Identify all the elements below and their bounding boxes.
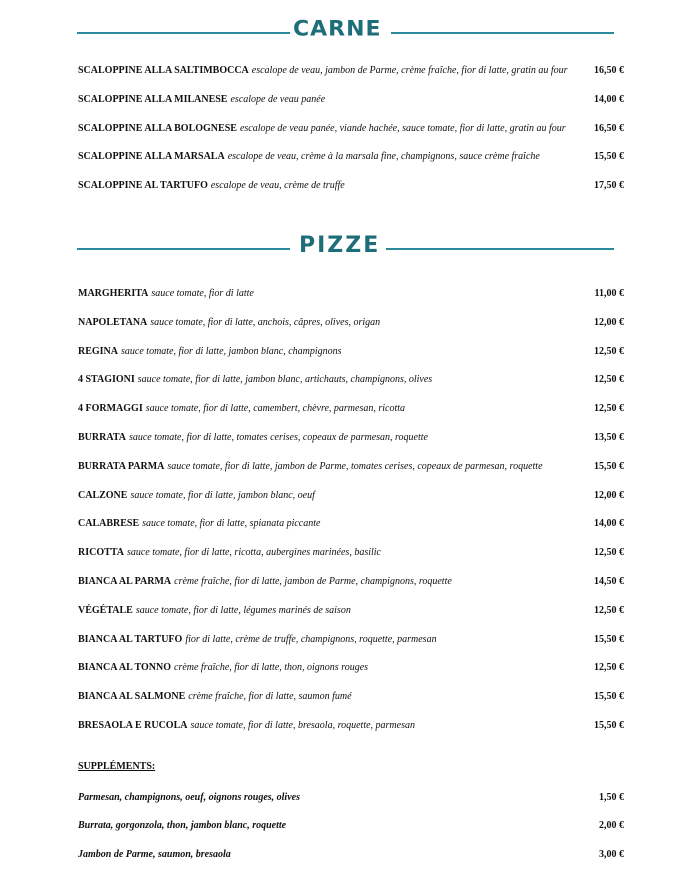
menu-item	[78, 373, 624, 387]
menu-item-description: sauce tomate, fior di latte, jambon blanc, champignons	[121, 346, 342, 357]
menu-item-name: 4 FORMAGGI	[78, 403, 143, 414]
menu-item-price: 12,00 €	[594, 317, 624, 328]
menu-item-name: SCALOPPINE ALLA MARSALA	[78, 151, 225, 162]
menu-item-name: BURRATA	[78, 432, 126, 443]
menu-item-price: 13,50 €	[594, 432, 624, 443]
menu-item	[78, 719, 624, 733]
menu-item-description: sauce tomate, fior di latte, jambon blanc, artichauts, champignons, olives	[137, 374, 433, 385]
menu-item-name: CALZONE	[78, 490, 128, 501]
menu-item-price: 14,50 €	[594, 576, 624, 587]
menu-item-price: 12,50 €	[594, 547, 624, 558]
menu-item	[78, 633, 624, 647]
menu-item	[78, 402, 624, 416]
menu-item-name: SCALOPPINE AL TARTUFO	[78, 180, 208, 191]
menu-item-price: 12,50 €	[594, 662, 624, 673]
menu-item-price: 17,50 €	[594, 180, 624, 191]
header-rule-right	[391, 32, 614, 34]
menu-item-name: SCALOPPINE ALLA MILANESE	[78, 94, 228, 105]
menu-item	[78, 345, 624, 359]
menu-item	[78, 64, 624, 78]
supplement-item	[78, 819, 624, 833]
menu-item	[78, 316, 624, 330]
menu-item	[78, 489, 624, 503]
menu-item-description: sauce tomate, fior di latte, jambon blanc, oeuf	[130, 490, 315, 501]
supplement-item	[78, 791, 624, 805]
menu-item-description: escalope de veau panée	[230, 94, 326, 105]
supplement-item	[78, 848, 624, 862]
supplement-price: 1,50 €	[599, 792, 624, 803]
supplement-label: Burrata, gorgonzola, thon, jambon blanc, roquette	[78, 820, 287, 831]
menu-item-name: BRESAOLA E RUCOLA	[78, 720, 188, 731]
menu-item-name: BIANCA AL PARMA	[78, 576, 172, 587]
supplements-title: SUPPLÉMENTS:	[78, 761, 156, 772]
menu-item	[78, 661, 624, 675]
menu-item-description: sauce tomate, fior di latte, spianata piccante	[142, 518, 321, 529]
menu-item-price: 12,50 €	[594, 403, 624, 414]
menu-item-name: BIANCA AL TARTUFO	[78, 634, 183, 645]
menu-item	[78, 546, 624, 560]
menu-item-name: VÉGÉTALE	[78, 605, 133, 616]
menu-item-description: sauce tomate, fior di latte, jambon de Parme, tomates cerises, copeaux de parmesan, roquette	[167, 461, 543, 472]
menu-item	[78, 604, 624, 618]
menu-item	[78, 517, 624, 531]
menu-item-price: 16,50 €	[594, 65, 624, 76]
menu-item-name: SCALOPPINE ALLA BOLOGNESE	[78, 123, 237, 134]
menu-item-description: sauce tomate, fior di latte, ricotta, aubergines marinées, basilic	[126, 547, 381, 558]
header-rule-left	[77, 32, 290, 34]
menu-item-name: MARGHERITA	[78, 288, 149, 299]
menu-item-price: 11,00 €	[594, 288, 624, 299]
menu-item-name: RICOTTA	[78, 547, 124, 558]
menu-item-description: sauce tomate, fior di latte, camembert, chèvre, parmesan, ricotta	[145, 403, 406, 414]
header-rule-right	[386, 248, 614, 250]
menu-item-price: 14,00 €	[594, 518, 624, 529]
menu-item-description: sauce tomate, fior di latte, tomates cerises, copeaux de parmesan, roquette	[128, 432, 428, 443]
menu-item-name: BURRATA PARMA	[78, 461, 165, 472]
menu-item-name: SCALOPPINE ALLA SALTIMBOCCA	[78, 65, 249, 76]
menu-item-name: BIANCA AL TONNO	[78, 662, 171, 673]
menu-item-name: REGINA	[78, 346, 119, 357]
menu-item-description: sauce tomate, fior di latte, légumes marinés de saison	[135, 605, 351, 616]
menu-item	[78, 93, 624, 107]
menu-item-name: 4 STAGIONI	[78, 374, 135, 385]
menu-item-price: 14,00 €	[594, 94, 624, 105]
menu-item-description: crème fraîche, fior di latte, thon, oignons rouges	[174, 662, 369, 673]
menu-item	[78, 460, 624, 474]
pizze-section-title: PIZZE	[299, 233, 381, 258]
supplement-price: 3,00 €	[599, 849, 624, 860]
menu-item-price: 15,50 €	[594, 461, 624, 472]
menu-item	[78, 690, 624, 704]
pizze-section-header	[77, 233, 614, 263]
menu-item-price: 16,50 €	[594, 123, 624, 134]
menu-item-price: 12,50 €	[594, 346, 624, 357]
menu-item-description: crème fraîche, fior di latte, saumon fumé	[188, 691, 352, 702]
menu-item-description: escalope de veau, jambon de Parme, crème fraîche, fior di latte, gratin au four	[251, 65, 568, 76]
menu-item-description: escalope de veau, crème de truffe	[210, 180, 345, 191]
menu-item	[78, 179, 624, 193]
menu-item	[78, 575, 624, 589]
carne-section-title: CARNE	[293, 17, 382, 42]
menu-item-description: sauce tomate, fior di latte, anchois, câpres, olives, origan	[150, 317, 381, 328]
header-rule-left	[77, 248, 290, 250]
supplement-label: Jambon de Parme, saumon, bresaola	[78, 849, 231, 860]
menu-item-name: NAPOLETANA	[78, 317, 148, 328]
carne-section-header	[77, 17, 614, 47]
supplement-price: 2,00 €	[599, 820, 624, 831]
menu-item-price: 15,50 €	[594, 720, 624, 731]
menu-item	[78, 287, 624, 301]
menu-item	[78, 122, 624, 136]
supplement-label: Parmesan, champignons, oeuf, oignons rouges, olives	[78, 792, 300, 803]
menu-item-description: sauce tomate, fior di latte	[151, 288, 254, 299]
menu-item-price: 12,50 €	[594, 374, 624, 385]
menu-item-description: escalope de veau, crème à la marsala fine, champignons, sauce crème fraîche	[227, 151, 540, 162]
menu-item	[78, 431, 624, 445]
menu-item-price: 15,50 €	[594, 691, 624, 702]
menu-item-price: 15,50 €	[594, 634, 624, 645]
menu-item	[78, 150, 624, 164]
menu-item-price: 12,00 €	[594, 490, 624, 501]
menu-item-name: BIANCA AL SALMONE	[78, 691, 186, 702]
menu-item-price: 12,50 €	[594, 605, 624, 616]
menu-item-description: fior di latte, crème de truffe, champignons, roquette, parmesan	[185, 634, 437, 645]
menu-item-description: crème fraîche, fior di latte, jambon de Parme, champignons, roquette	[174, 576, 452, 587]
menu-item-name: CALABRESE	[78, 518, 140, 529]
menu-item-description: sauce tomate, fior di latte, bresaola, roquette, parmesan	[190, 720, 415, 731]
menu-item-price: 15,50 €	[594, 151, 624, 162]
menu-item-description: escalope de veau panée, viande hachée, sauce tomate, fior di latte, gratin au four	[239, 123, 566, 134]
